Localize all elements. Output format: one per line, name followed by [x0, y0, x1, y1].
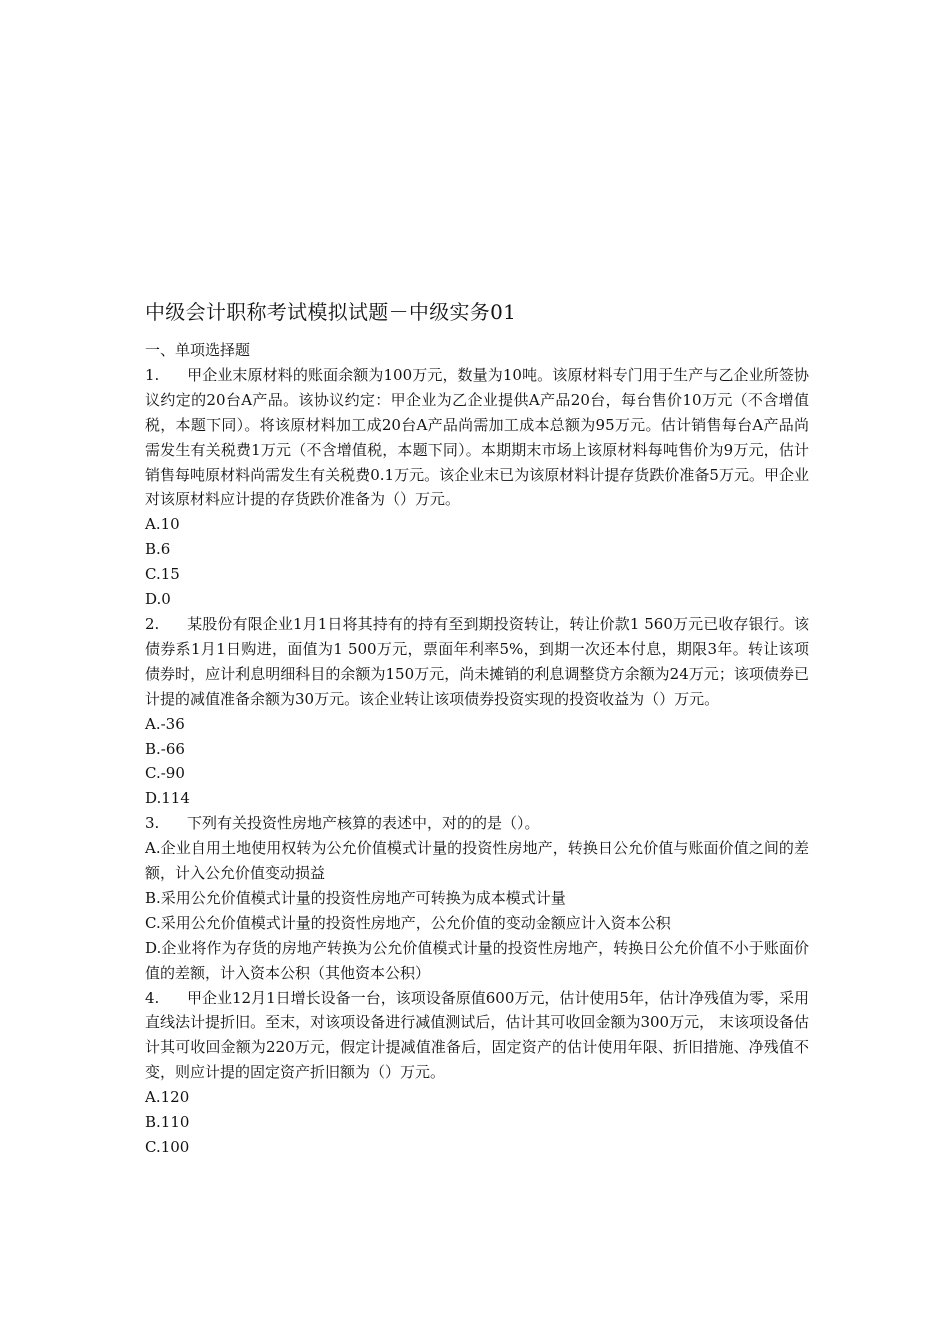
document-title: 中级会计职称考试模拟试题－中级实务01: [145, 300, 517, 324]
question-2-option-c: C.-90: [145, 764, 185, 783]
question-text: 下列有关投资性房地产核算的表述中，对的的是（）。: [187, 814, 540, 833]
question-2-option-d: D.114: [145, 789, 190, 808]
question-1-option-d: D.0: [145, 590, 171, 609]
question-4-stem: [145, 986, 809, 1086]
question-1-stem: [145, 363, 809, 512]
question-1-option-b: B.6: [145, 540, 171, 559]
question-1-option-a: A.10: [145, 515, 180, 534]
question-3-option-d: D.企业将作为存货的房地产转换为公允价值模式计量的投资性房地产，转换日公允价值不小于账面价值的差额，计入资本公积（其他资本公积）: [145, 938, 809, 982]
document-body: [145, 298, 809, 1160]
question-4-option-c: C.100: [145, 1138, 190, 1156]
section-heading: 一、单项选择题: [145, 341, 251, 359]
question-number: 4.: [145, 988, 160, 1007]
question-4-option-b: B.110: [145, 1113, 190, 1132]
question-number: 2.: [145, 614, 160, 633]
question-3-option-c: C.采用公允价值模式计量的投资性房地产，公允价值的变动金额应计入资本公积: [145, 913, 671, 932]
question-text: 某股份有限企业1月1日将其持有的持有至到期投资转让，转让价款1 560万元已收存银行。该债券系1月1日购进，面值为1 500万元，票面年利率5%，到期一次还本付息，期限3年。转让该项债券时，应计利息明细科目的余额为150万元，尚未摊销的利息调整贷方余额为24万元；该项债券已计提的减值准备余额为30万元。该企业转让该项债券投资实现的投资收益为（）万元。: [145, 614, 809, 708]
question-3-option-b: B.采用公允价值模式计量的投资性房地产可转换为成本模式计量: [145, 888, 566, 907]
question-text: 甲企业末原材料的账面余额为100万元，数量为10吨。该原材料专门用于生产与乙企业所签协议约定的20台A产品。该协议约定：甲企业为乙企业提供A产品20台，每台售价10万元（不含增值税，本题下同）。将该原材料加工成20台A产品尚需加工成本总额为95万元。估计销售每台A产品尚需发生有关税费1万元（不含增值税，本题下同）。本期期末市场上该原材料每吨售价为9万元，估计销售每吨原材料尚需发生有关税费0.1万元。该企业末已为该原材料计提存货跌价准备5万元。甲企业对该原材料应计提的存货跌价准备为（）万元。: [145, 365, 809, 509]
question-3-option-a: A.企业自用土地使用权转为公允价值模式计量的投资性房地产，转换日公允价值与账面价值之间的差额，计入公允价值变动损益: [145, 839, 809, 883]
question-text: 甲企业12月1日增长设备一台，该项设备原值600万元，估计使用5年，估计净残值为零，采用直线法计提折旧。至末，对该项设备进行减值测试后，估计其可收回金额为300万元， 末该项设备估计其可收回金额为220万元，假定计提减值准备后，固定资产的估计使用年限、折旧措施、净残值不变，则应计提的固定资产折旧额为（）万元。: [145, 988, 809, 1082]
question-2-option-b: B.-66: [145, 739, 185, 758]
question-number: 3.: [145, 814, 160, 833]
question-1-option-c: C.15: [145, 565, 180, 584]
question-3-stem: [145, 811, 809, 836]
question-2-option-a: A.-36: [145, 714, 185, 733]
question-2-stem: [145, 612, 809, 712]
question-4-option-a: A.120: [145, 1088, 190, 1107]
question-number: 1.: [145, 365, 160, 384]
